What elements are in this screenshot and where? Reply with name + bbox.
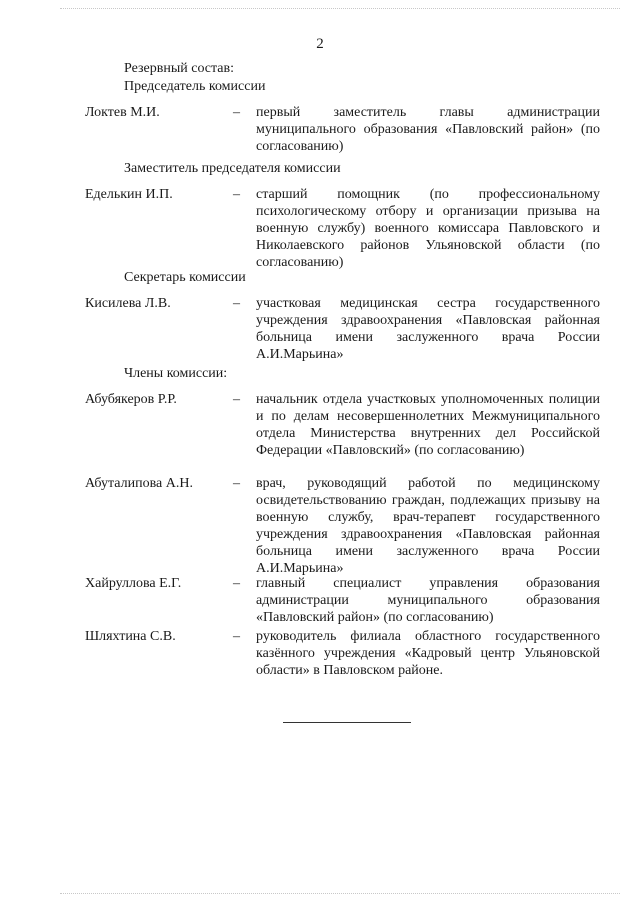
dash: –	[233, 187, 240, 202]
member-role: руководитель филиала областного государственного казённого учреждения «Кадровый центр Ульяновской области» в Павловском районе.	[256, 629, 600, 678]
section-heading-members: Члены комиссии:	[124, 366, 228, 381]
member-name: Еделькин И.П.	[85, 187, 173, 202]
member-name: Хайруллова Е.Г.	[85, 576, 182, 591]
member-role: врач, руководящий работой по медицинскому освидетельствованию граждан, подлежащих призыву на военную службу, врач-терапевт государственного учреждения здравоохранения «Павловская районная больница имени заслуженного врача России А.И.Марьина»	[256, 476, 600, 576]
member-role: старший помощник (по профессиональному психологическому отбору и организации призыва на военную службу) военного комиссара Павловского и Николаевского районов Ульяновской области (по согласованию)	[256, 187, 600, 270]
dash: –	[233, 629, 240, 644]
section-heading-chair: Председатель комиссии	[124, 79, 266, 94]
page-number: 2	[316, 36, 324, 52]
member-name: Локтев М.И.	[85, 105, 160, 120]
member-entry-2	[85, 475, 600, 577]
dash: –	[233, 105, 240, 120]
member-entry-3	[85, 575, 600, 626]
member-name: Шляхтина С.В.	[85, 629, 176, 644]
member-name: Абубякеров Р.Р.	[85, 392, 177, 407]
member-entry-4	[85, 628, 600, 679]
scan-artifact-top	[60, 8, 620, 9]
member-role: главный специалист управления образования администрации муниципального образования «Павловский район» (по согласованию)	[256, 576, 600, 625]
member-entry-1	[85, 391, 600, 459]
member-role: участковая медицинская сестра государственного учреждения здравоохранения «Павловская районная больница имени заслуженного врача России А.И.Марьина»	[256, 296, 600, 362]
member-name: Кисилева Л.В.	[85, 296, 171, 311]
dash: –	[233, 392, 240, 407]
closing-rule	[283, 722, 411, 723]
member-role: первый заместитель главы администрации муниципального образования «Павловский район» (по согласованию)	[256, 105, 600, 154]
reserve-title: Резервный состав:	[124, 61, 235, 76]
section-heading-secretary: Секретарь комиссии	[124, 270, 246, 285]
section-heading-deputy: Заместитель председателя комиссии	[124, 161, 341, 176]
member-name: Абуталипова А.Н.	[85, 476, 193, 491]
dash: –	[233, 296, 240, 311]
dash: –	[233, 476, 240, 491]
scan-artifact-bottom	[60, 893, 620, 894]
member-role: начальник отдела участковых уполномоченных полиции и по делам несовершеннолетних Межмуниципального отдела Министерства внутренних дел Российской Федерации «Павловский» (по согласованию)	[256, 392, 600, 458]
member-entry-deputy	[85, 186, 600, 271]
member-entry-chair	[85, 104, 600, 155]
member-entry-secretary	[85, 295, 600, 363]
dash: –	[233, 576, 240, 591]
